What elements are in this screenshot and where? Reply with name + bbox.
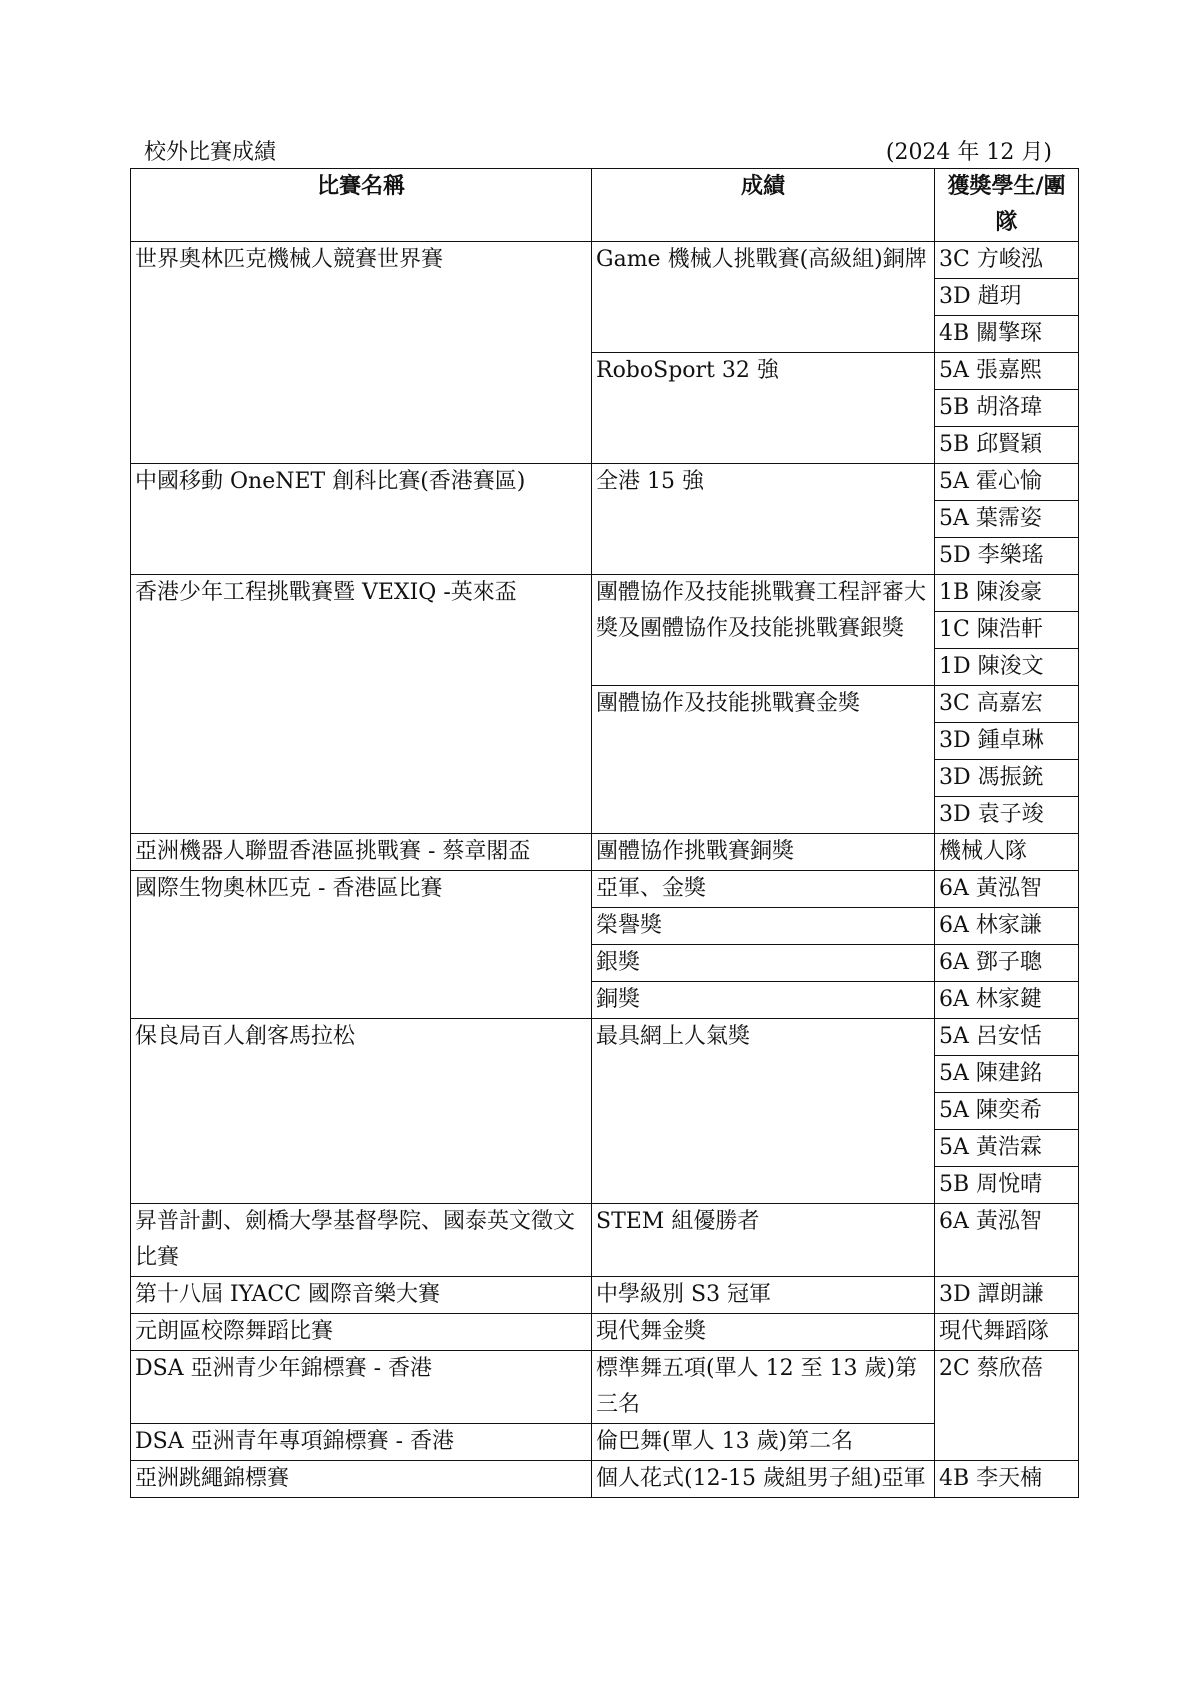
document-date: (2024 年 12 月) xyxy=(885,140,1052,165)
competition-name-cell: 世界奧林匹克機械人競賽世界賽 xyxy=(131,242,592,464)
winner-cell: 1B 陳浚豪 xyxy=(935,575,1079,612)
winner-cell: 4B 李天楠 xyxy=(935,1461,1079,1498)
table-row xyxy=(131,1314,1079,1351)
table-row xyxy=(131,1461,1079,1498)
document-header xyxy=(130,138,1072,168)
winner-cell: 6A 林家謙 xyxy=(935,908,1079,945)
result-cell: 榮譽獎 xyxy=(592,908,935,945)
winner-cell: 3D 袁子竣 xyxy=(935,797,1079,834)
result-cell: 銅獎 xyxy=(592,982,935,1019)
winner-cell: 2C 蔡欣蓓 xyxy=(935,1351,1079,1461)
table-row xyxy=(131,1204,1079,1277)
winner-cell: 5A 陳奕希 xyxy=(935,1093,1079,1130)
winner-cell: 1D 陳浚文 xyxy=(935,649,1079,686)
table-row xyxy=(131,871,1079,908)
winner-cell: 3D 譚朗謙 xyxy=(935,1277,1079,1314)
winner-cell: 6A 黃泓智 xyxy=(935,871,1079,908)
table-row xyxy=(131,464,1079,501)
winner-cell: 1C 陳浩軒 xyxy=(935,612,1079,649)
result-cell: RoboSport 32 強 xyxy=(592,353,935,464)
table-row xyxy=(131,834,1079,871)
competition-name-cell: DSA 亞洲青少年錦標賽 - 香港 xyxy=(131,1351,592,1424)
winner-cell: 5A 黃浩霖 xyxy=(935,1130,1079,1167)
result-cell: 銀獎 xyxy=(592,945,935,982)
winner-cell: 5A 葉霈姿 xyxy=(935,501,1079,538)
table-row xyxy=(131,575,1079,612)
winner-cell: 5B 周悅晴 xyxy=(935,1167,1079,1204)
table-row xyxy=(131,1277,1079,1314)
winner-cell: 3D 馮振銃 xyxy=(935,760,1079,797)
result-cell: 中學級別 S3 冠軍 xyxy=(592,1277,935,1314)
winner-cell: 4B 關擎琛 xyxy=(935,316,1079,353)
competition-name-cell: 亞洲跳繩錦標賽 xyxy=(131,1461,592,1498)
competition-name-cell: 昇普計劃、劍橋大學基督學院、國泰英文徵文比賽 xyxy=(131,1204,592,1277)
winner-cell: 5A 霍心愉 xyxy=(935,464,1079,501)
winner-cell: 3C 方峻泓 xyxy=(935,242,1079,279)
competition-name-cell: 國際生物奧林匹克 - 香港區比賽 xyxy=(131,871,592,1019)
document-title: 校外比賽成績 xyxy=(144,140,277,165)
winner-cell: 6A 黃泓智 xyxy=(935,1204,1079,1277)
winner-cell: 5A 陳建銘 xyxy=(935,1056,1079,1093)
competition-name-cell: 元朗區校際舞蹈比賽 xyxy=(131,1314,592,1351)
competition-name-cell: 第十八屆 IYACC 國際音樂大賽 xyxy=(131,1277,592,1314)
column-header-competition: 比賽名稱 xyxy=(131,169,592,242)
winner-cell: 5B 胡洛瑋 xyxy=(935,390,1079,427)
competition-name-cell: DSA 亞洲青年專項錦標賽 - 香港 xyxy=(131,1424,592,1461)
result-cell: Game 機械人挑戰賽(高級組)銅牌 xyxy=(592,242,935,353)
result-cell: 最具網上人氣獎 xyxy=(592,1019,935,1204)
winner-cell: 5D 李樂瑤 xyxy=(935,538,1079,575)
table-header-row xyxy=(131,169,1079,242)
results-table-body xyxy=(131,242,1079,1498)
winner-cell: 5A 呂安恬 xyxy=(935,1019,1079,1056)
result-cell: STEM 組優勝者 xyxy=(592,1204,935,1277)
winner-cell: 5B 邱賢穎 xyxy=(935,427,1079,464)
result-cell: 團體協作及技能挑戰賽金獎 xyxy=(592,686,935,834)
table-row xyxy=(131,1351,1079,1424)
table-row xyxy=(131,1019,1079,1056)
winner-cell: 6A 林家鍵 xyxy=(935,982,1079,1019)
competition-name-cell: 中國移動 OneNET 創科比賽(香港賽區) xyxy=(131,464,592,575)
winner-cell: 6A 鄧子聰 xyxy=(935,945,1079,982)
result-cell: 現代舞金獎 xyxy=(592,1314,935,1351)
result-cell: 標準舞五項(單人 12 至 13 歲)第三名 xyxy=(592,1351,935,1424)
winner-cell: 3D 鍾卓琳 xyxy=(935,723,1079,760)
winner-cell: 3D 趙玥 xyxy=(935,279,1079,316)
competition-name-cell: 亞洲機器人聯盟香港區挑戰賽 - 蔡章閣盃 xyxy=(131,834,592,871)
result-cell: 團體協作及技能挑戰賽工程評審大獎及團體協作及技能挑戰賽銀獎 xyxy=(592,575,935,686)
column-header-result: 成績 xyxy=(592,169,935,242)
result-cell: 團體協作挑戰賽銅獎 xyxy=(592,834,935,871)
winner-cell: 機械人隊 xyxy=(935,834,1079,871)
competition-name-cell: 保良局百人創客馬拉松 xyxy=(131,1019,592,1204)
table-row xyxy=(131,242,1079,279)
winner-cell: 3C 高嘉宏 xyxy=(935,686,1079,723)
winner-cell: 現代舞蹈隊 xyxy=(935,1314,1079,1351)
column-header-winners: 獲獎學生/團隊 xyxy=(935,169,1079,242)
result-cell: 全港 15 強 xyxy=(592,464,935,575)
result-cell: 亞軍、金獎 xyxy=(592,871,935,908)
winner-cell: 5A 張嘉熙 xyxy=(935,353,1079,390)
competition-name-cell: 香港少年工程挑戰賽暨 VEXIQ -英來盃 xyxy=(131,575,592,834)
result-cell: 倫巴舞(單人 13 歲)第二名 xyxy=(592,1424,935,1461)
result-cell: 個人花式(12-15 歲組男子組)亞軍 xyxy=(592,1461,935,1498)
results-table xyxy=(130,168,1079,1498)
